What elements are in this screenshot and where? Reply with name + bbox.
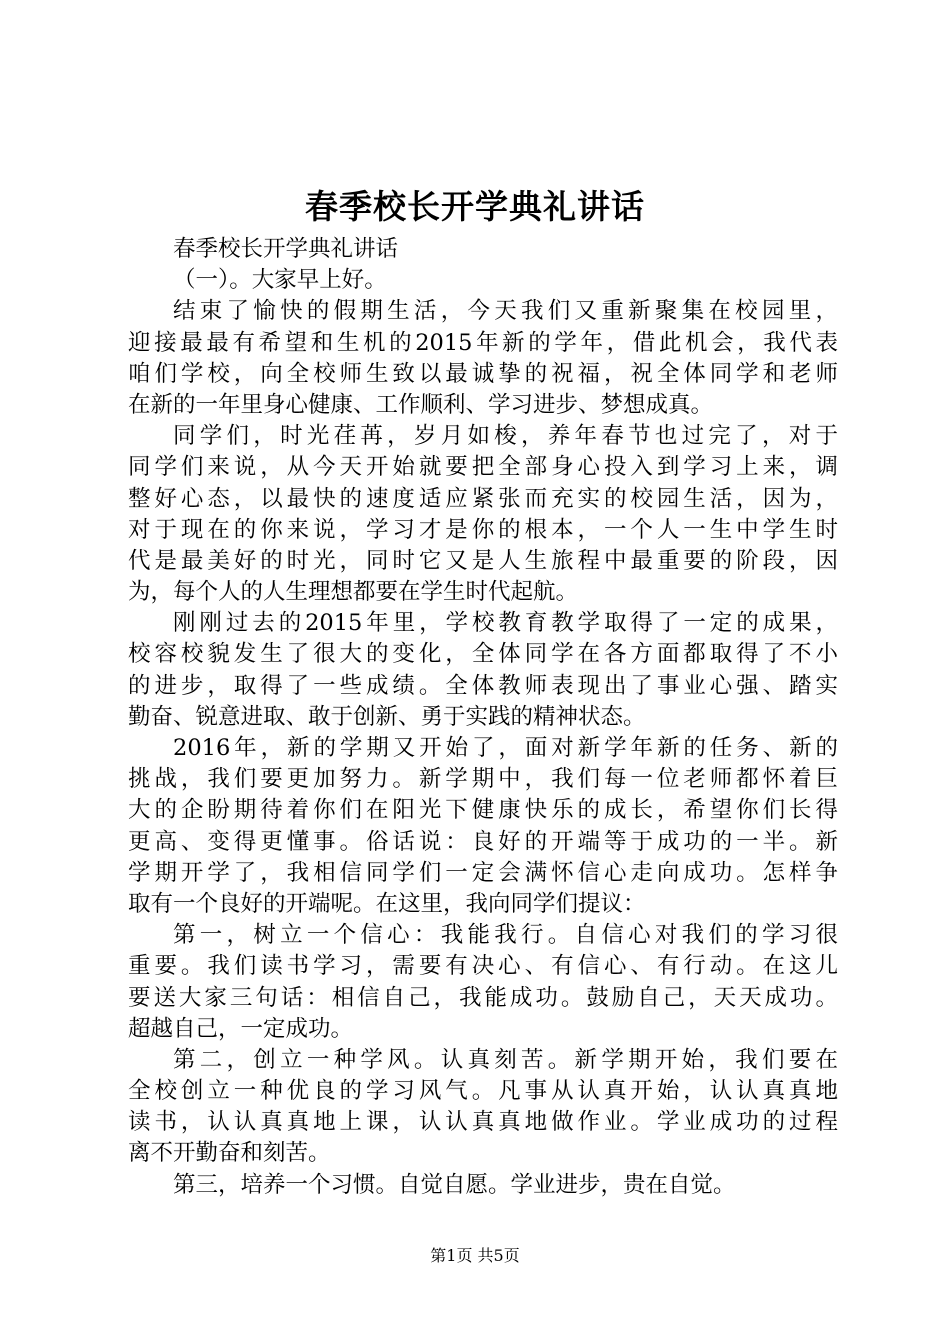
text-line: 取有一个良好的开端呢。在这里，我向同学们提议： xyxy=(128,890,646,917)
text-line: 2016年，新的学期又开始了，面对新学年新的任务、新的 xyxy=(173,735,838,761)
document-title: 春季校长开学典礼讲话 xyxy=(305,187,645,226)
text-line: 春季校长开学典礼讲话 xyxy=(173,236,399,262)
text-line: 离不开勤奋和刻苦。 xyxy=(128,1140,331,1167)
text-line: 学期开学了，我相信同学们一定会满怀信心走向成功。怎样争 xyxy=(128,859,838,886)
text-line: 第三，培养一个习惯。自觉自愿。学业进步，贵在自觉。 xyxy=(173,1171,736,1198)
text-line: 超越自己，一定成功。 xyxy=(128,1015,354,1042)
text-line: 全校创立一种优良的学习风气。凡事从认真开始，认认真真地 xyxy=(128,1078,838,1105)
text-line: 重要。我们读书学习，需要有决心、有信心、有行动。在这儿 xyxy=(128,953,838,980)
text-line: 更高、变得更懂事。俗话说：良好的开端等于成功的一半。新 xyxy=(128,828,838,855)
text-line: （一）。大家早上好。 xyxy=(173,267,387,294)
text-line: 挑战，我们要更加努力。新学期中，我们每一位老师都怀着巨 xyxy=(128,766,838,793)
text-line: 咱们学校，向全校师生致以最诚挚的祝福，祝全体同学和老师 xyxy=(128,360,838,387)
text-line: 校容校貌发生了很大的变化，全体同学在各方面都取得了不小 xyxy=(128,641,838,668)
text-line: 同学们，时光荏苒，岁月如梭，养年春节也过完了，对于 xyxy=(173,423,838,450)
text-line: 大的企盼期待着你们在阳光下健康快乐的成长，希望你们长得 xyxy=(128,797,838,824)
text-line: 对于现在的你来说，学习才是你的根本，一个人一生中学生时 xyxy=(128,516,838,543)
text-line: 勤奋、锐意进取、敢于创新、勇于实践的精神状态。 xyxy=(128,703,646,730)
text-line: 在新的一年里身心健康、工作顺利、学习进步、梦想成真。 xyxy=(128,391,714,418)
text-line: 刚刚过去的2015年里，学校教育教学取得了一定的成果， xyxy=(173,610,838,637)
text-line: 为，每个人的人生理想都要在学生时代起航。 xyxy=(128,579,579,606)
text-line: 的进步，取得了一些成绩。全体教师表现出了事业心强、踏实 xyxy=(128,672,838,699)
text-line: 读书，认认真真地上课，认认真真地做作业。学业成功的过程 xyxy=(128,1109,838,1136)
text-line: 结束了愉快的假期生活，今天我们又重新聚集在校园里， xyxy=(173,298,838,325)
document-body xyxy=(128,234,838,1201)
text-line: 迎接最最有希望和生机的2015年新的学年，借此机会，我代表 xyxy=(128,329,838,356)
text-line: 第二，创立一种学风。认真刻苦。新学期开始，我们要在 xyxy=(173,1046,838,1073)
text-line: 同学们来说，从今天开始就要把全部身心投入到学习上来，调 xyxy=(128,454,838,481)
text-line: 代是最美好的时光，同时它又是人生旅程中最重要的阶段，因 xyxy=(128,547,838,574)
text-line: 整好心态，以最快的速度适应紧张而充实的校园生活，因为， xyxy=(128,485,838,512)
text-line: 要送大家三句话：相信自己，我能成功。鼓励自己，天天成功。 xyxy=(128,984,838,1011)
page-footer: 第1页 共5页 xyxy=(430,1246,520,1265)
text-line: 第一，树立一个信心：我能我行。自信心对我们的学习很 xyxy=(173,922,838,949)
